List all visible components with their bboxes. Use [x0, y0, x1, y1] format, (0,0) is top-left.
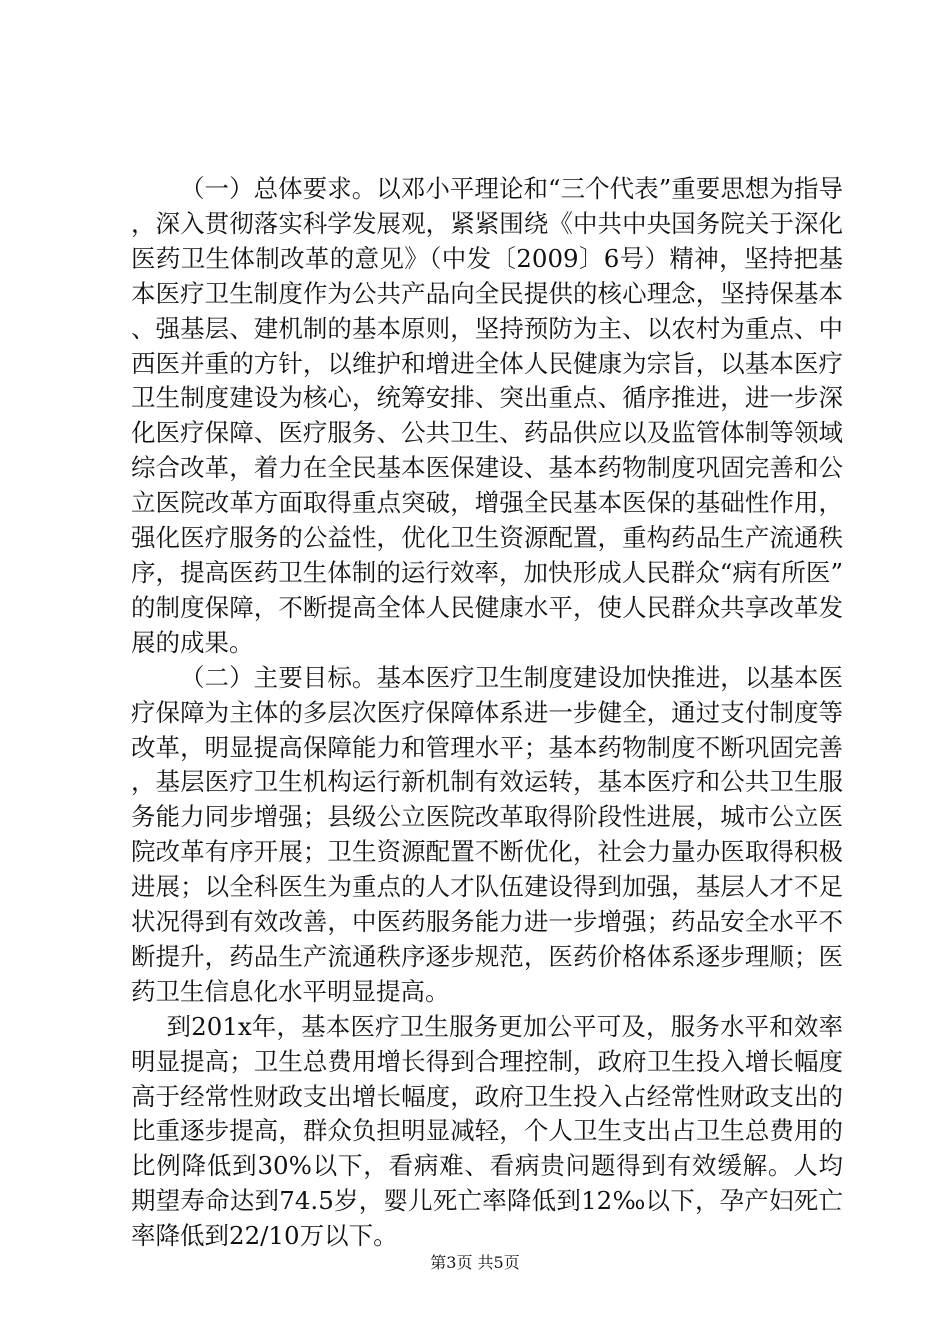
page-footer: 第3页 共5页	[430, 1253, 520, 1272]
document-body	[131, 172, 843, 1254]
paragraph-main-goals: （二）主要目标。基本医疗卫生制度建设加快推进，以基本医疗保障为主体的多层次医疗保障体系进一步健全，通过支付制度等改革，明显提高保障能力和管理水平；基本药物制度不断巩固完善，基层医疗卫生机构运行新机制有效运转，基本医疗和公共卫生服务能力同步增强；县级公立医院改革取得阶段性进展，城市公立医院改革有序开展；卫生资源配置不断优化，社会力量办医取得积极进展；以全科医生为重点的人才队伍建设得到加强，基层人才不足状况得到有效改善，中医药服务能力进一步增强；药品安全水平不断提升，药品生产流通秩序逐步规范，医药价格体系逐步理顺；医药卫生信息化水平明显提高。	[131, 662, 843, 1006]
paragraph-general-requirements: （一）总体要求。以邓小平理论和“三个代表”重要思想为指导，深入贯彻落实科学发展观，紧紧围绕《中共中央国务院关于深化医药卫生体制改革的意见》（中发〔2009〕6号）精神，坚持把基本医疗卫生制度作为公共产品向全民提供的核心理念，坚持保基本、强基层、建机制的基本原则，坚持预防为主、以农村为重点、中西医并重的方针，以维护和增进全体人民健康为宗旨，以基本医疗卫生制度建设为核心，统筹安排、突出重点、循序推进，进一步深化医疗保障、医疗服务、公共卫生、药品供应以及监管体制等领域综合改革，着力在全民基本医保建设、基本药物制度巩固完善和公立医院改革方面取得重点突破，增强全民基本医保的基础性作用，强化医疗服务的公益性，优化卫生资源配置，重构药品生产流通秩序，提高医药卫生体制的运行效率，加快形成人民群众“病有所医”的制度保障，不断提高全体人民健康水平，使人民群众共享改革发展的成果。	[131, 174, 843, 657]
paragraph-201x-targets: 到201x年，基本医疗卫生服务更加公平可及，服务水平和效率明显提高；卫生总费用增长得到合理控制，政府卫生投入增长幅度高于经常性财政支出增长幅度，政府卫生投入占经常性财政支出的比重逐步提高，群众负担明显减轻，个人卫生支出占卫生总费用的比例降低到30%以下，看病难、看病贵问题得到有效缓解。人均期望寿命达到74.5岁，婴儿死亡率降低到12‰以下，孕产妇死亡率降低到22/10万以下。	[131, 1011, 843, 1251]
